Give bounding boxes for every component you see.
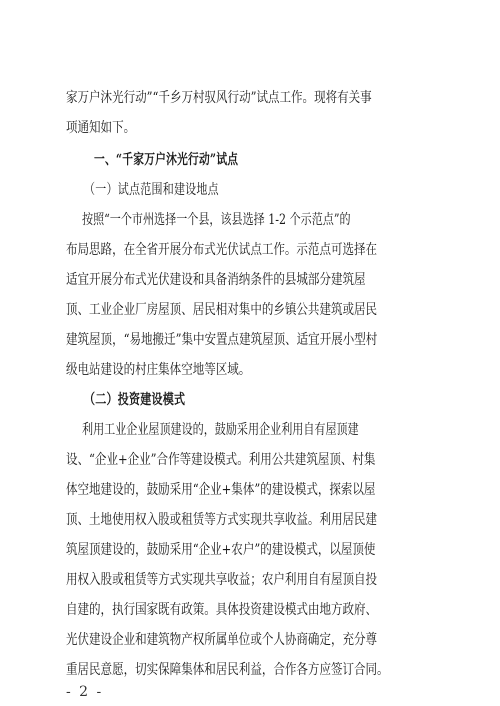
subsection-2-line-5: 筑屋顶建设的，鼓励采用“企业+农户”的建设模式，以屋顶使: [66, 542, 376, 558]
subsection-2-line-8: 光伏建设企业和建筑物产权所属单位或个人协商确定，充分尊: [66, 632, 378, 648]
subsection-2-line-3: 体空地建设的，鼓励采用“企业+集体”的建设模式，探索以屋: [66, 482, 376, 498]
subsection-2-line-6: 用权入股或租赁等方式实现共享收益；农户利用自有屋顶自投: [66, 572, 378, 588]
subsection-2-heading: （二）投资建设模式: [84, 392, 186, 408]
subsection-1-line-5: 建筑屋顶，“易地搬迁”集中安置点建筑屋顶、适宜开展小型村: [66, 332, 378, 348]
subsection-2-line-2: 设、“企业+企业”合作等建设模式。利用公共建筑屋顶、村集: [66, 452, 376, 468]
section-1-heading: 一、“千家万户沐光行动”试点: [94, 152, 239, 168]
subsection-2-line-4: 顶、土地使用权入股或租赁等方式实现共享收益。利用居民建: [66, 512, 378, 528]
intro-line-1: 家万户沐光行动”“千乡万村驭风行动”试点工作。现将有关事: [66, 90, 372, 106]
subsection-2-line-9: 重居民意愿，切实保障集体和居民利益，合作各方应签订合同。: [66, 662, 389, 678]
subsection-1-line-3: 适宜开展分布式光伏建设和具备消纳条件的县城部分建筑屋: [66, 272, 366, 288]
subsection-2-line-1: 利用工业企业屋顶建设的，鼓励采用企业利用自有屋顶建: [82, 422, 359, 438]
page-number: - 2 -: [66, 684, 104, 700]
subsection-1-line-6: 级电站建设的村庄集体空地等区域。: [66, 362, 251, 378]
subsection-1-line-1: 按照“一个市州选择一个县，该县选择 1-2 个示范点”的: [82, 212, 351, 228]
intro-line-2: 项通知如下。: [66, 120, 136, 136]
subsection-1-line-2: 布局思路，在全省开展分布式光伏试点工作。示范点可选择在: [66, 242, 378, 258]
subsection-2-line-7: 自建的，执行国家既有政策。具体投资建设模式由地方政府、: [66, 602, 378, 618]
subsection-1-line-4: 顶、工业企业厂房屋顶、居民相对集中的乡镇公共建筑或居民: [66, 302, 378, 318]
subsection-1-heading: （一）试点范围和建设地点: [84, 182, 219, 198]
